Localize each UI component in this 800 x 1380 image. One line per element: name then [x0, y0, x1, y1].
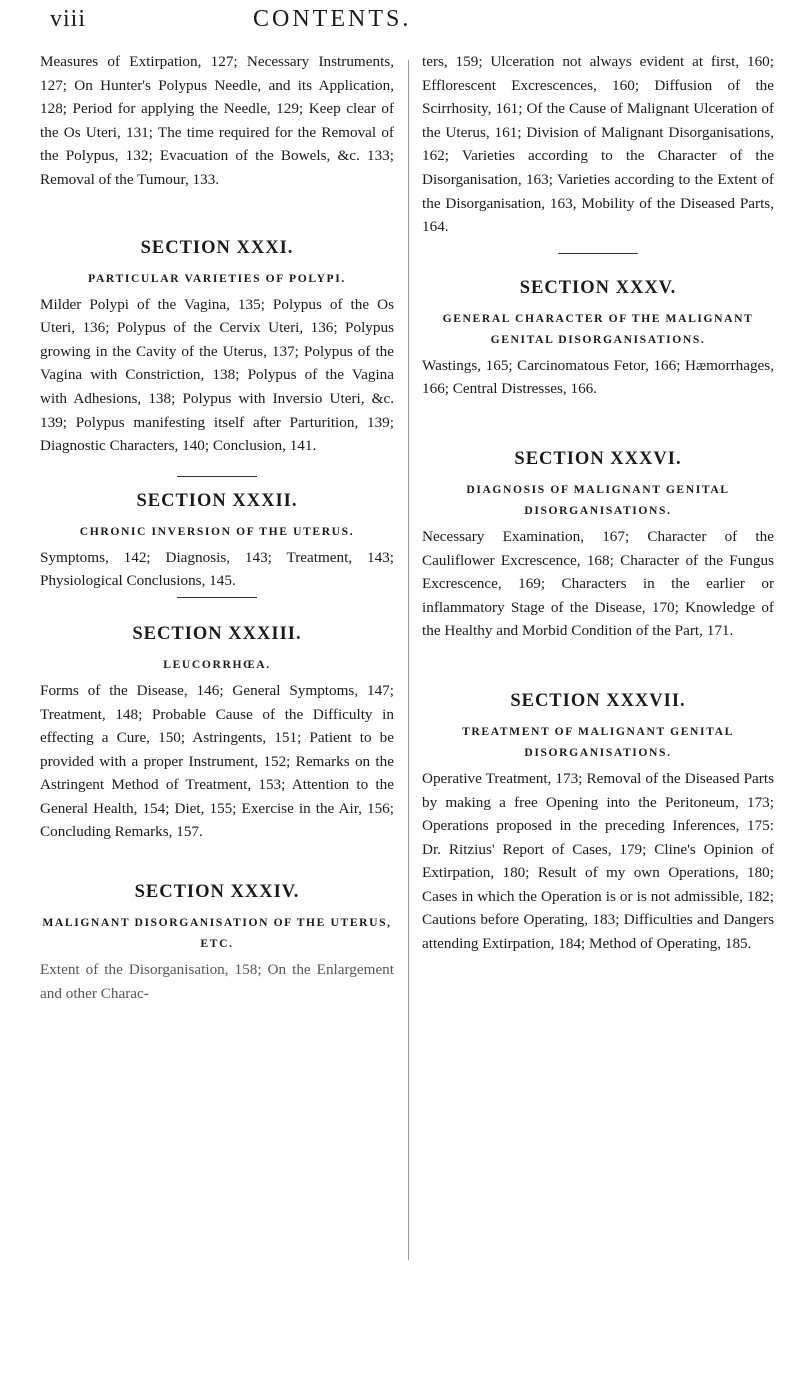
page-title: CONTENTS.	[253, 6, 412, 32]
section-31-heading: SECTION XXXI.	[140, 237, 294, 258]
section-35-subtitle: GENERAL CHARACTER OF THE MALIGNANT GENITAL DISORGANISATIONS.	[442, 311, 754, 346]
section-36-heading: SECTION XXXVI.	[514, 448, 682, 469]
section-32-subtitle: CHRONIC INVERSION OF THE UTERUS.	[79, 524, 355, 538]
section-34-subtitle: MALIGNANT DISORGANISATION OF THE UTERUS, ETC.	[42, 916, 392, 951]
section-34-heading: SECTION XXXIV.	[134, 882, 300, 903]
section-31-text: Milder Polypi of the Vagina, 135; Polypus of the Os Uteri, 136; Polypus of the Cervix Uteri, 136; Polypus growing in the Cavity of the Uterus, 137; Polypus of the Vagina with Constriction, 138; Polypus of the Vagina with Adhesions, 138; Polypus with Inversio Uteri, &c. 139; Polypus manifesting itself after Parturition, 139; Diagnostic Characters, 140; Conclusion, 141.	[40, 295, 394, 455]
left-column	[40, 50, 394, 1005]
intro-entry-text: Measures of Extirpation, 127; Necessary Instruments, 127; On Hunter's Polypus Needle, and its Application, 128; Period for applying the Needle, 129; Keep clear of the Os Uteri, 131; The time required for the Removal of the Polypus, 132; Evacuation of the Bowels, &c. 133; Removal of the Tumour, 133.	[40, 53, 394, 188]
continued-entry-text: ters, 159; Ulceration not always evident at first, 160; Efflorescent Excrescences, 160; Diffusion of the Scirrhosity, 161; Of the Cause of Malignant Ulceration of the Uterus, 161; Division of Malignant Disorganisations, 162; Varieties according to the Character of the Disorganisation, 163; Varieties according to the Extent of the Disorganisation, 163, Mobility of the Diseased Parts, 164.	[422, 53, 774, 236]
section-33-subtitle: LEUCORRHŒA.	[163, 657, 271, 671]
section-36-subtitle: DIAGNOSIS OF MALIGNANT GENITAL DISORGANISATIONS.	[466, 482, 730, 517]
section-32-text: Symptoms, 142; Diagnosis, 143; Treatment, 143; Physiological Conclusions, 145.	[40, 548, 394, 590]
section-31-subtitle: PARTICULAR VARIETIES OF POLYPI.	[88, 271, 346, 285]
section-33-heading: SECTION XXXIII.	[132, 623, 302, 644]
section-36-text: Necessary Examination, 167; Character of the Cauliflower Excrescence, 168; Character of the Fungus Excrescence, 169; Characters in the earlier or inflammatory Stage of the Disease, 170; Knowledge of the Healthy and Morbid Condition of the Part, 171.	[422, 527, 774, 640]
right-column	[422, 50, 774, 956]
column-divider	[408, 60, 409, 1260]
running-head	[0, 6, 800, 36]
section-35-heading: SECTION XXXV.	[519, 277, 677, 298]
section-32-heading: SECTION XXXII.	[136, 490, 298, 511]
page-number: viii	[50, 6, 87, 32]
section-37-heading: SECTION XXXVII.	[510, 690, 686, 711]
section-35-text: Wastings, 165; Carcinomatous Fetor, 166; Hæmorrhages, 166; Central Distresses, 166.	[422, 356, 774, 398]
section-34-text: Extent of the Disorganisation, 158; On the Enlargement and other Charac-	[40, 961, 394, 1002]
section-33-text: Forms of the Disease, 146; General Symptoms, 147; Treatment, 148; Probable Cause of the Difficulty in effecting a Cure, 150; Astringents, 151; Patient to be provided with a proper Instrument, 152; Remarks on the Astringent Method of Treatment, 153; Attention to the General Health, 154; Diet, 155; Exercise in the Air, 156; Concluding Remarks, 157.	[40, 681, 394, 841]
section-37-subtitle: TREATMENT OF MALIGNANT GENITAL DISORGANISATIONS.	[462, 724, 734, 759]
section-37-text: Operative Treatment, 173; Removal of the Diseased Parts by making a free Opening into the Peritoneum, 173; Operations proposed in the preceding Inferences, 175: Dr. Ritzius' Report of Cases, 179; Cline's Opinion of Extirpation, 180; Result of my own Operations, 180; Cases in which the Operation is or is not admissible, 182; Cautions before Operating, 183; Difficulties and Dangers attending Extirpation, 184; Method of Operating, 185.	[422, 769, 774, 953]
